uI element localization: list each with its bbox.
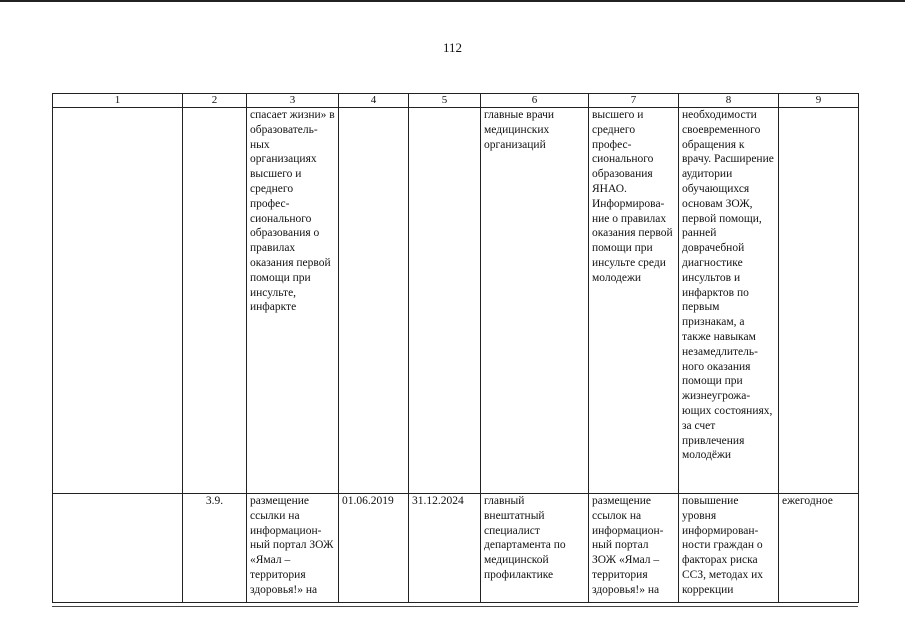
table-row-continued [53, 108, 859, 494]
top-edge-rule [0, 0, 905, 2]
item-number-cell: 3.9. [183, 494, 247, 603]
col-header-4: 4 [339, 94, 409, 108]
table-cell: размещение ссылок на информацион-ный портал ЗОЖ «Ямал – территория здоровья!» на [589, 494, 679, 603]
column-number-row [53, 94, 859, 108]
table-cell [53, 108, 183, 494]
col-header-2: 2 [183, 94, 247, 108]
col-header-1: 1 [53, 94, 183, 108]
table-cell: высшего и среднего профес-сионального образования ЯНАО. Информирова-ние о правилах оказания первой помощи при инсульте среди молодежи [589, 108, 679, 494]
table-cell [409, 108, 481, 494]
table-cell [183, 108, 247, 494]
table-cell: спасает жизни» в образователь-ных организациях высшего и среднего профес-сионального образования о правилах оказания первой помощи при инсульте, инфаркте [247, 108, 339, 494]
col-header-9: 9 [779, 94, 859, 108]
periodicity-cell: ежегодное [779, 494, 859, 603]
plan-table [52, 93, 859, 603]
table-cell: главный внештатный специалист департамента по медицинской профилактике [481, 494, 589, 603]
page-number: 112 [442, 40, 463, 55]
table-cell: главные врачи медицинских организаций [481, 108, 589, 494]
table-cell [339, 108, 409, 494]
col-header-7: 7 [589, 94, 679, 108]
start-date-cell: 01.06.2019 [339, 494, 409, 603]
col-header-3: 3 [247, 94, 339, 108]
end-date-cell: 31.12.2024 [409, 494, 481, 603]
bottom-cut-rule [52, 606, 858, 607]
table-cell [779, 108, 859, 494]
table-cell: повышение уровня информирован-ности граждан о факторах риска ССЗ, методах их коррекции [679, 494, 779, 603]
table-cell: размещение ссылки на информацион-ный портал ЗОЖ «Ямал – территория здоровья!» на [247, 494, 339, 603]
table-cell [53, 494, 183, 603]
table-cell: необходимости своевременного обращения к врачу. Расширение аудитории обучающихся основам ЗОЖ, первой помощи, ранней доврачебной диагностике инсультов и инфарктов по первым признакам, а также навыкам незамедлитель-ного оказания помощи при жизнеугрожа-ющих состояниях, за счет привлечения молодёжи [679, 108, 779, 494]
table-row-3-9 [53, 494, 859, 603]
col-header-5: 5 [409, 94, 481, 108]
col-header-6: 6 [481, 94, 589, 108]
col-header-8: 8 [679, 94, 779, 108]
